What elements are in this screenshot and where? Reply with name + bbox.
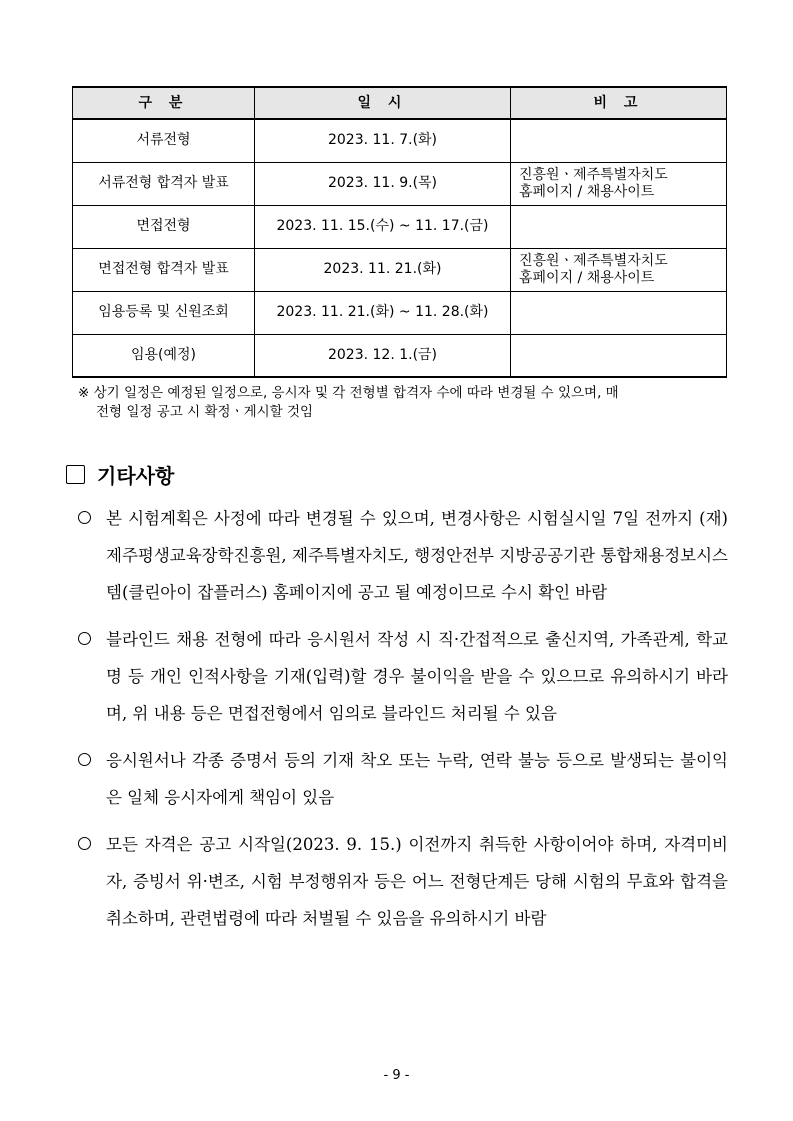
row-category: 서류전형: [73, 119, 255, 162]
circle-bullet-icon: [78, 632, 91, 645]
circle-bullet-icon: [78, 837, 91, 850]
list-item-text: 응시원서나 각종 증명서 등의 기재 착오 또는 누락, 연락 불능 등으로 발생되는 불이익은 일체 응시자에게 책임이 있음: [106, 751, 728, 807]
section-title: 기타사항: [97, 464, 175, 488]
list-item: [78, 826, 728, 937]
row-category: 면접전형: [73, 205, 255, 248]
list-item: [78, 500, 728, 611]
row-category: 임용등록 및 신원조회: [73, 291, 255, 334]
note-line: 진흥원ㆍ제주특별자치도: [519, 166, 668, 183]
row-datetime: 2023. 11. 21.(화): [255, 248, 511, 291]
page-number: - 9 -: [383, 1068, 410, 1083]
list-item-text: 블라인드 채용 전형에 따라 응시원서 작성 시 직·간접적으로 출신지역, 가족관계, 학교명 등 개인 인적사항을 기재(입력)할 경우 불이익을 받을 수 있으므로 유의하시기 바라며, 위 내용 등은 면접전형에서 임의로 블라인드 처리될 수 있음: [106, 630, 728, 723]
note-line: 홈페이지 / 채용사이트: [519, 183, 655, 200]
list-item-text: 본 시험계획은 사정에 따라 변경될 수 있으며, 변경사항은 시험실시일 7일 전까지 (재)제주평생교육장학진흥원, 제주특별자치도, 행정안전부 지방공공기관 통합채용정보시스템(클린아이 잡플러스) 홈페이지에 공고 될 예정이므로 수시 확인 바람: [106, 509, 728, 602]
header-datetime: 일 시: [255, 87, 511, 119]
note-line: 홈페이지 / 채용사이트: [519, 269, 655, 286]
row-datetime: 2023. 11. 15.(수) ~ 11. 17.(금): [255, 205, 511, 248]
row-category: 면접전형 합격자 발표: [73, 248, 255, 291]
checkbox-square-icon: [66, 465, 85, 484]
row-note: [511, 162, 727, 205]
note-line: 진흥원ㆍ제주특별자치도: [519, 252, 668, 269]
list-item: [78, 621, 728, 732]
row-note: [511, 205, 727, 248]
table-row: [73, 205, 727, 248]
section-header: [66, 460, 174, 489]
row-datetime: 2023. 11. 21.(화) ~ 11. 28.(화): [255, 291, 511, 334]
row-datetime: 2023. 11. 7.(화): [255, 119, 511, 162]
table-row: [73, 162, 727, 205]
circle-bullet-icon: [78, 511, 91, 524]
row-category: 서류전형 합격자 발표: [73, 162, 255, 205]
footnote-line-2: 전형 일정 공고 시 확정ㆍ게시할 것임: [96, 404, 314, 420]
row-datetime: 2023. 11. 9.(목): [255, 162, 511, 205]
row-note: [511, 119, 727, 162]
table-row: [73, 119, 727, 162]
footnote-line-1: ※ 상기 일정은 예정된 일정으로, 응시자 및 각 전형별 합격자 수에 따라 변경될 수 있으며, 매: [78, 385, 619, 401]
row-note: [511, 334, 727, 377]
table-row: [73, 291, 727, 334]
table-row: [73, 248, 727, 291]
table-header-row: [73, 87, 727, 119]
schedule-table: [72, 86, 727, 378]
header-category: 구 분: [73, 87, 255, 119]
row-datetime: 2023. 12. 1.(금): [255, 334, 511, 377]
list-item: [78, 742, 728, 816]
row-note: [511, 248, 727, 291]
circle-bullet-icon: [78, 753, 91, 766]
row-category: 임용(예정): [73, 334, 255, 377]
header-note: 비 고: [511, 87, 727, 119]
list-item-text: 모든 자격은 공고 시작일(2023. 9. 15.) 이전까지 취득한 사항이어야 하며, 자격미비자, 증빙서 위·변조, 시험 부정행위자 등은 어느 전형단계든 당해 시험의 무효와 합격을 취소하며, 관련법령에 따라 처벌될 수 있음을 유의하시기 바람: [106, 835, 728, 928]
section-items: [78, 500, 728, 947]
table-row: [73, 334, 727, 377]
row-note: [511, 291, 727, 334]
table-footnote: [78, 384, 728, 422]
